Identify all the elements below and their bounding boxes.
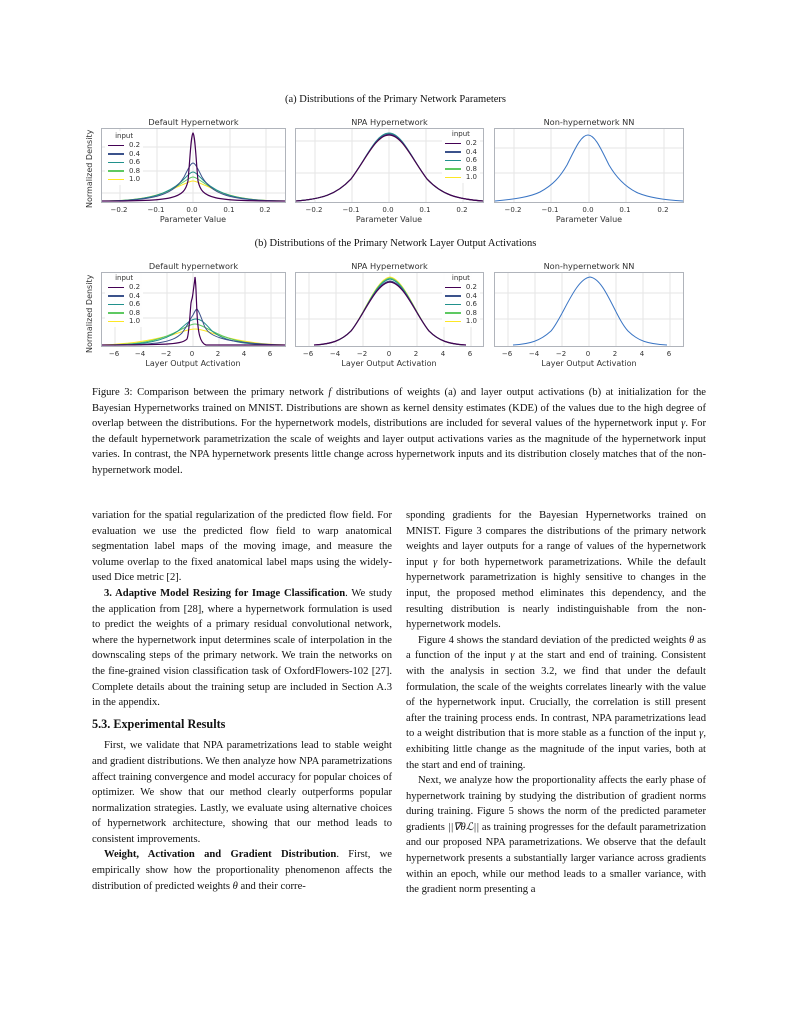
plot-default-params	[101, 128, 286, 203]
paragraph: 3. Adaptive Model Resizing for Image Classification. We study the application from [28], where a hypernetwork formulation is used to predict the weights of a primary residual convolutional network, where the hypernetwork input determines scale of interpolation in the downscaling steps of the primary network. We train the networks on the fine-grained vision classification task of OxfordFlowers-102 [27]. Complete details about the training setup are included in Section A.3 in the appendix.	[92, 587, 392, 709]
legend-item: 0.2	[445, 139, 477, 148]
legend-item: 0.6	[445, 156, 477, 165]
paragraph: First, we validate that NPA parametrizations lead to stable weight and gradient distributions. We then analyze how NPA parametrizations affect training convergence and model accuracy for popular choices of optimizer. We show that our method clearly outperforms popular normalization strategies. Lastly, we evaluate using alternative choices of hypernetwork architecture, showing that our method leads to consistent improvements.	[92, 740, 392, 845]
legend-title: input	[115, 274, 134, 282]
math-f: f	[328, 387, 332, 398]
x-axis-label-b3: Layer Output Activation	[541, 359, 637, 368]
legend-item: 1.0	[445, 173, 477, 182]
paragraph: Next, we analyze how the proportionality affects the early phase of hypernetwork training by studying the distribution of gradient norms during training. Figure 5 shows the norm of the predicted parameter gradients ||∇θℒ|| as training progresses for the default parametrization and our proposed NPA parametrizations. We observe that the default hypernetwork presents a substantially larger variance across gradients within an epoch, while our method leads to a smaller variance, with the gradient norm presenting a	[406, 775, 706, 896]
plot-nn-params	[494, 128, 684, 203]
legend-item: 0.4	[108, 150, 140, 159]
legend-item: 0.4	[445, 292, 477, 301]
legend-default-params	[105, 131, 143, 185]
math-theta: θ	[232, 880, 238, 892]
legend-default-activations	[105, 273, 143, 327]
math-theta: θ	[689, 634, 695, 646]
kde-curve-nn-params	[495, 129, 683, 202]
legend-npa-activations	[442, 273, 480, 327]
panel-title-a2: NPA Hypernetwork	[351, 117, 428, 127]
plot-npa-activations	[295, 272, 484, 347]
paragraph: Figure 4 shows the standard deviation of the predicted weights θ as a function of the input γ at the start and end of training. Consistent with the analysis in section 3.2, we find that under the default formulation, the scale of the weights correlates linearly with the value of the hypernetwork input. Crucially, the correlation is still present after the training process ends. In contrast, NPA parametrizations lead to a weight distribution that is more stable as a function of the input γ, exhibiting little change as the magnitude of the input varies, both at the start and end of training.	[406, 634, 706, 771]
legend-item: 0.8	[445, 309, 477, 318]
legend-item: 0.8	[108, 309, 140, 318]
caption-label: Figure 3:	[92, 387, 133, 398]
paragraph: variation for the spatial regularization of the predicted flow field. For evaluation we use the predicted flow field to warp anatomical segmentation label maps of the moving image, and measure the volume overlap to the fixed anatomical label maps using the widely-used Dice metric [2].	[92, 510, 392, 584]
panel-title-a1: Default Hypernetwork	[148, 117, 239, 127]
y-axis-label-b: Normalized Density	[85, 274, 94, 353]
legend-item: 0.6	[108, 300, 140, 309]
panel-title-b2: NPA Hypernetwork	[351, 261, 428, 271]
right-column	[406, 508, 706, 898]
legend-item: 0.6	[108, 158, 140, 167]
kde-curve-nn-activations	[495, 273, 683, 346]
paragraph: Weight, Activation and Gradient Distribution. First, we empirically show how the proportionality phenomenon affects the distribution of predicted weights θ and their corre-	[92, 849, 393, 892]
legend-item: 1.0	[108, 175, 140, 184]
inline-heading: Weight, Activation and Gradient Distribution	[104, 849, 337, 861]
legend-item: 0.4	[108, 292, 140, 301]
y-axis-label-a: Normalized Density	[85, 129, 94, 208]
figure-caption: Figure 3: Comparison between the primary network f distributions of weights (a) and layer output activations (b) at initialization for the Bayesian Hypernetworks trained on MNIST. Distributions are shown as kernel density estimates (KDE) of the values due to the high degree of overlap between the distributions. For the hypernetwork models, distributions are included for several values of the hypernetwork input γ. For the default hypernetwork parametrization the scale of weights and layer output activations varies as the magnitude of the hypernetwork input varies. In contrast, the NPA hypernetwork presents little change across hypernetwork inputs and its distribution closely matches that of the non-hypernetwork model.	[92, 387, 707, 476]
math-gamma: γ	[433, 556, 438, 568]
legend-item: 0.4	[445, 148, 477, 157]
inline-heading: 3. Adaptive Model Resizing for Image Classification	[104, 587, 346, 599]
plot-npa-params	[295, 128, 484, 203]
legend-title: input	[451, 274, 470, 282]
math-gamma: γ	[699, 728, 704, 740]
plot-nn-activations	[494, 272, 684, 347]
legend-item: 0.2	[108, 141, 140, 150]
legend-item: 0.2	[445, 283, 477, 292]
x-axis-label-b1: Layer Output Activation	[145, 359, 241, 368]
legend-title: input	[451, 130, 470, 138]
math-gamma: γ	[681, 418, 686, 430]
math-gamma: γ	[510, 650, 515, 662]
x-axis-label-a2: Parameter Value	[355, 215, 423, 224]
left-column	[92, 508, 392, 894]
legend-npa-params	[442, 129, 480, 183]
x-axis-label-a1: Parameter Value	[159, 215, 227, 224]
subcaption-b: (b) Distributions of the Primary Network Layer Output Activations	[254, 238, 537, 249]
legend-item: 0.2	[108, 283, 140, 292]
panel-title-a3: Non-hypernetwork NN	[543, 117, 635, 127]
legend-item: 0.8	[445, 165, 477, 174]
paragraph: sponding gradients for the Bayesian Hypernetworks trained on MNIST. Figure 3 compares the distributions of the primary network weights and layer outputs for a range of values of the hypernetwork input γ for both hypernetwork parametrizations. While the default hypernetwork parametrization is highly sensitive to changes in the input, the proposed method eliminates this dependency, and the resulting distribution is nearly indistinguishable from the non-hypernetwork models.	[406, 510, 706, 631]
legend-item: 1.0	[445, 317, 477, 326]
plot-default-activations	[101, 272, 286, 347]
panel-title-b3: Non-hypernetwork NN	[543, 261, 635, 271]
subcaption-a: (a) Distributions of the Primary Network Parameters	[284, 94, 507, 105]
x-axis-label-b2: Layer Output Activation	[341, 359, 437, 368]
section-heading: 5.3. Experimental Results	[92, 716, 226, 731]
math-gradient-norm: ||∇θℒ||	[447, 821, 480, 833]
legend-title: input	[115, 132, 134, 140]
legend-item: 1.0	[108, 317, 140, 326]
legend-item: 0.6	[445, 300, 477, 309]
panel-title-b1: Default hypernetwork	[148, 261, 239, 271]
legend-item: 0.8	[108, 167, 140, 176]
x-axis-label-a3: Parameter Value	[555, 215, 623, 224]
